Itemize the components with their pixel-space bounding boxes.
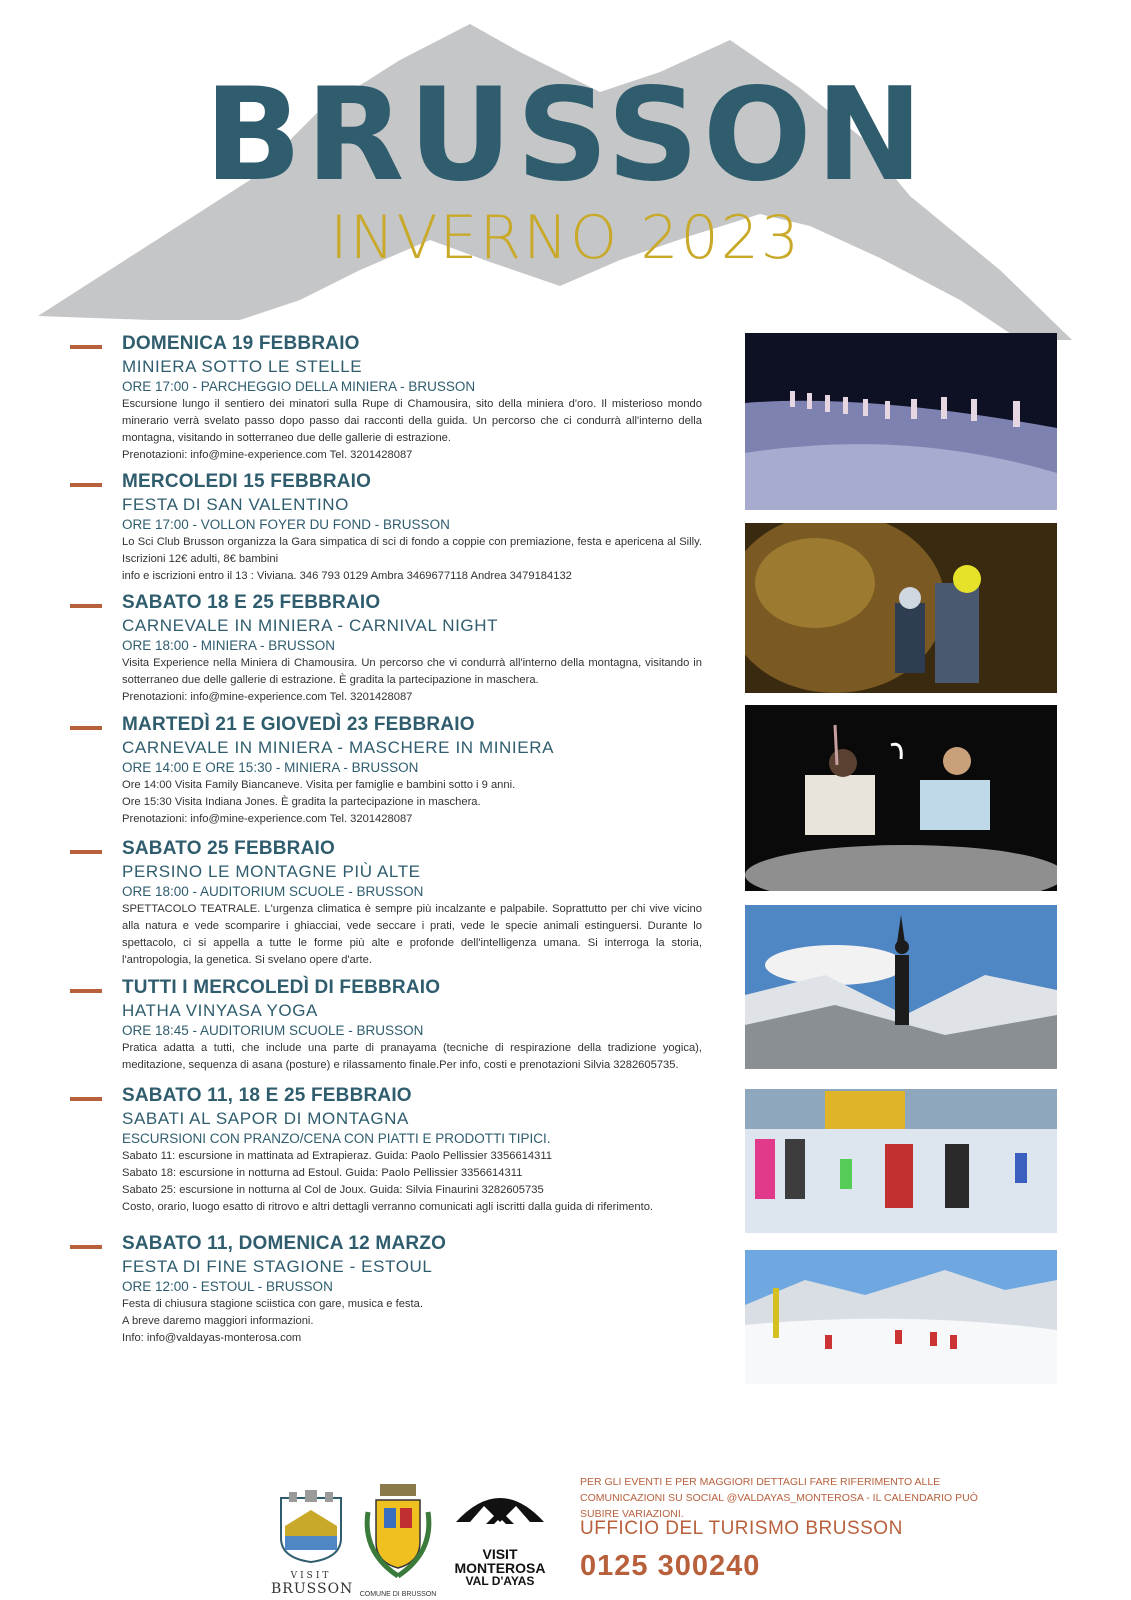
visit-monterosa-logo — [450, 1480, 550, 1598]
event-date: SABATO 18 E 25 FEBBRAIO — [122, 592, 381, 613]
event-contact: Info: info@valdayas-monterosa.com — [122, 1332, 302, 1344]
event-date: MARTEDÌ 21 E GIOVEDÌ 23 FEBBRAIO — [122, 714, 475, 735]
event-body — [122, 976, 702, 1074]
logo-vm-name-text: MONTEROSA — [454, 1560, 546, 1576]
event-name: MINIERA SOTTO LE STELLE — [122, 357, 363, 376]
event-detail-line: Sabato 18: escursione in notturna ad Estoul. Guida: Paolo Pellissier 3356614311 — [122, 1167, 523, 1179]
event-date: SABATO 11, DOMENICA 12 MARZO — [122, 1233, 447, 1254]
monterosa-mountain-icon — [450, 1480, 550, 1542]
event-name: PERSINO LE MONTAGNE PIÙ ALTE — [122, 862, 421, 881]
event-bullet — [70, 1097, 102, 1101]
page-title: BRUSSON — [204, 61, 927, 210]
event-body — [122, 470, 702, 585]
event-name: SABATI AL SAPOR DI MONTAGNA — [122, 1109, 409, 1128]
event-description: Pratica adatta a tutti, che include una parte di pranayama (tecniche di respirazione della tradizione yogica), meditazione, sequenza di asana (posture) e rilassamento finale.Per info, costi e prenotazioni Silvia 3282605735. — [122, 1042, 702, 1071]
event-time-place: ORE 17:00 - PARCHEGGIO DELLA MINIERA - BRUSSON — [122, 379, 476, 394]
event-date: MERCOLEDI 15 FEBBRAIO — [122, 471, 372, 492]
ski-village-crowd-photo — [745, 1089, 1057, 1233]
event-bullet — [70, 1245, 102, 1249]
logo-brusson-text: BRUSSON — [271, 1581, 354, 1597]
event-contact: Prenotazioni: info@mine-experience.com Tel. 3201428087 — [122, 691, 413, 703]
event-detail-line: Ore 14:00 Visita Family Biancaneve. Visita per famiglie e bambini sotto i 9 anni. — [122, 779, 516, 791]
event-bullet — [70, 604, 102, 608]
event-time-place: ORE 18:45 - AUDITORIUM SCUOLE - BRUSSON — [122, 1023, 424, 1038]
event-detail-line: A breve daremo maggiori informazioni. — [122, 1315, 314, 1327]
event-time-place: ORE 17:00 - VOLLON FOYER DU FOND - BRUSSON — [122, 517, 450, 532]
event-time-place: ORE 14:00 E ORE 15:30 - MINIERA - BRUSSON — [122, 760, 419, 775]
event-body — [122, 713, 702, 828]
hero-header — [0, 0, 1131, 340]
event-contact: Prenotazioni: info@mine-experience.com Tel. 3201428087 — [122, 813, 413, 825]
event-body — [122, 591, 702, 706]
event-body — [122, 837, 702, 969]
event-date: SABATO 11, 18 E 25 FEBBRAIO — [122, 1085, 412, 1106]
event-detail-line: Ore 15:30 Visita Indiana Jones. È gradita la partecipazione in maschera. — [122, 796, 481, 808]
event-bullet — [70, 850, 102, 854]
event-description: Lo Sci Club Brusson organizza la Gara simpatica di sci di fondo a coppie con premiazione, festa e apericena al Silly. Iscrizioni 12€ adulti, 8€ bambini — [122, 536, 702, 565]
logo-vm-sub-text: VAL D'AYAS — [465, 1574, 535, 1588]
event-description: Escursione lungo il sentiero dei minatori sulla Rupe di Chamousira, sito della miniera d'oro. Il misterioso mondo minerario verrà svelato passo dopo passo dai racconti della guida. Un percorso che ci condurrà all'interno della montagna, visitando in sotterraneo due delle gallerie di estrazione. — [122, 398, 702, 444]
event-contact: Prenotazioni: info@mine-experience.com Tel. 3201428087 — [122, 449, 413, 461]
page-subtitle: INVERNO 2023 — [329, 203, 802, 273]
tourist-office-phone[interactable]: 0125 300240 — [580, 1550, 761, 1582]
event-name: CARNEVALE IN MINIERA - MASCHERE IN MINIERA — [122, 738, 555, 757]
footer — [0, 1468, 1131, 1600]
event-name: FESTA DI FINE STAGIONE - ESTOUL — [122, 1257, 433, 1276]
event-date: TUTTI I MERCOLEDÌ DI FEBBRAIO — [122, 977, 441, 998]
event-date: SABATO 25 FEBBRAIO — [122, 838, 335, 859]
yoga-mountain-photo — [745, 905, 1057, 1069]
event-time-place: ORE 18:00 - MINIERA - BRUSSON — [122, 638, 336, 653]
mine-tunnel-photo — [745, 523, 1057, 693]
event-detail-line: Festa di chiusura stagione sciistica con gare, musica e festa. — [122, 1298, 423, 1310]
event-name: HATHA VINYASA YOGA — [122, 1001, 318, 1020]
event-time-place: ESCURSIONI CON PRANZO/CENA CON PIATTI E PRODOTTI TIPICI. — [122, 1131, 551, 1146]
logo-visit-text: VISIT — [290, 1571, 332, 1581]
event-detail-line: Sabato 25: escursione in notturna al Col de Joux. Guida: Silvia Finaurini 3282605735 — [122, 1184, 544, 1196]
comune-brusson-crest — [358, 1482, 438, 1598]
event-detail-line: Costo, orario, luogo esatto di ritrovo e altri dettagli verranno comunicati agli iscritti dalla guida di riferimento. — [122, 1201, 654, 1213]
event-body — [122, 332, 702, 464]
event-bullet — [70, 989, 102, 993]
event-body — [122, 1232, 702, 1347]
visit-brusson-emblem-icon — [275, 1488, 347, 1564]
event-description: SPETTACOLO TEATRALE. L'urgenza climatica è sempre più incalzante e palpabile. Soprattutto per chi vive vicino alla natura e vede scomparire i ghiacciai, vede seccare i prati, vede le specie animali estinguersi. Durante lo spettacolo, ci si appella a tutte le forme più alte e profonde dell'intelligenza umana. Si interroga la storia, l'antropologia, la genetica. Si svelano opere d'arte. — [122, 903, 702, 966]
event-body — [122, 1084, 702, 1216]
theatre-performers-photo — [745, 705, 1057, 891]
night-snow-hike-photo — [745, 333, 1057, 510]
municipal-crest-icon — [358, 1482, 438, 1582]
event-bullet — [70, 726, 102, 730]
tourist-office-name: UFFICIO DEL TURISMO BRUSSON — [580, 1518, 903, 1539]
logo-vm-visit-text: VISIT — [482, 1546, 518, 1562]
logo-comune-text: COMUNE DI BRUSSON — [359, 1591, 437, 1598]
event-bullet — [70, 483, 102, 487]
event-time-place: ORE 18:00 - AUDITORIUM SCUOLE - BRUSSON — [122, 884, 424, 899]
event-detail-line: Sabato 11: escursione in mattinata ad Extrapieraz. Guida: Paolo Pellissier 3356614311 — [122, 1150, 552, 1162]
footer-note: PER GLI EVENTI E PER MAGGIORI DETTAGLI FARE RIFERIMENTO ALLE COMUNICAZIONI SU SOCIAL @VALDAYAS_MONTEROSA - IL CALENDARIO PUÒ SUBIRE VARIAZIONI. — [580, 1476, 978, 1520]
event-name: FESTA DI SAN VALENTINO — [122, 495, 350, 514]
event-time-place: ORE 12:00 - ESTOUL - BRUSSON — [122, 1279, 333, 1294]
event-contact: info e iscrizioni entro il 13 : Viviana. 346 793 0129 Ambra 3469677118 Andrea 3479184132 — [122, 570, 572, 582]
ski-slope-photo — [745, 1250, 1057, 1384]
event-name: CARNEVALE IN MINIERA - CARNIVAL NIGHT — [122, 616, 499, 635]
event-bullet — [70, 345, 102, 349]
event-date: DOMENICA 19 FEBBRAIO — [122, 333, 360, 354]
event-description: Visita Experience nella Miniera di Chamousira. Un percorso che vi condurrà all'interno della montagna, visitando in sotterraneo due delle gallerie di estrazione. È gradita la partecipazione in maschera. — [122, 657, 702, 686]
visit-brusson-logo — [271, 1488, 354, 1598]
